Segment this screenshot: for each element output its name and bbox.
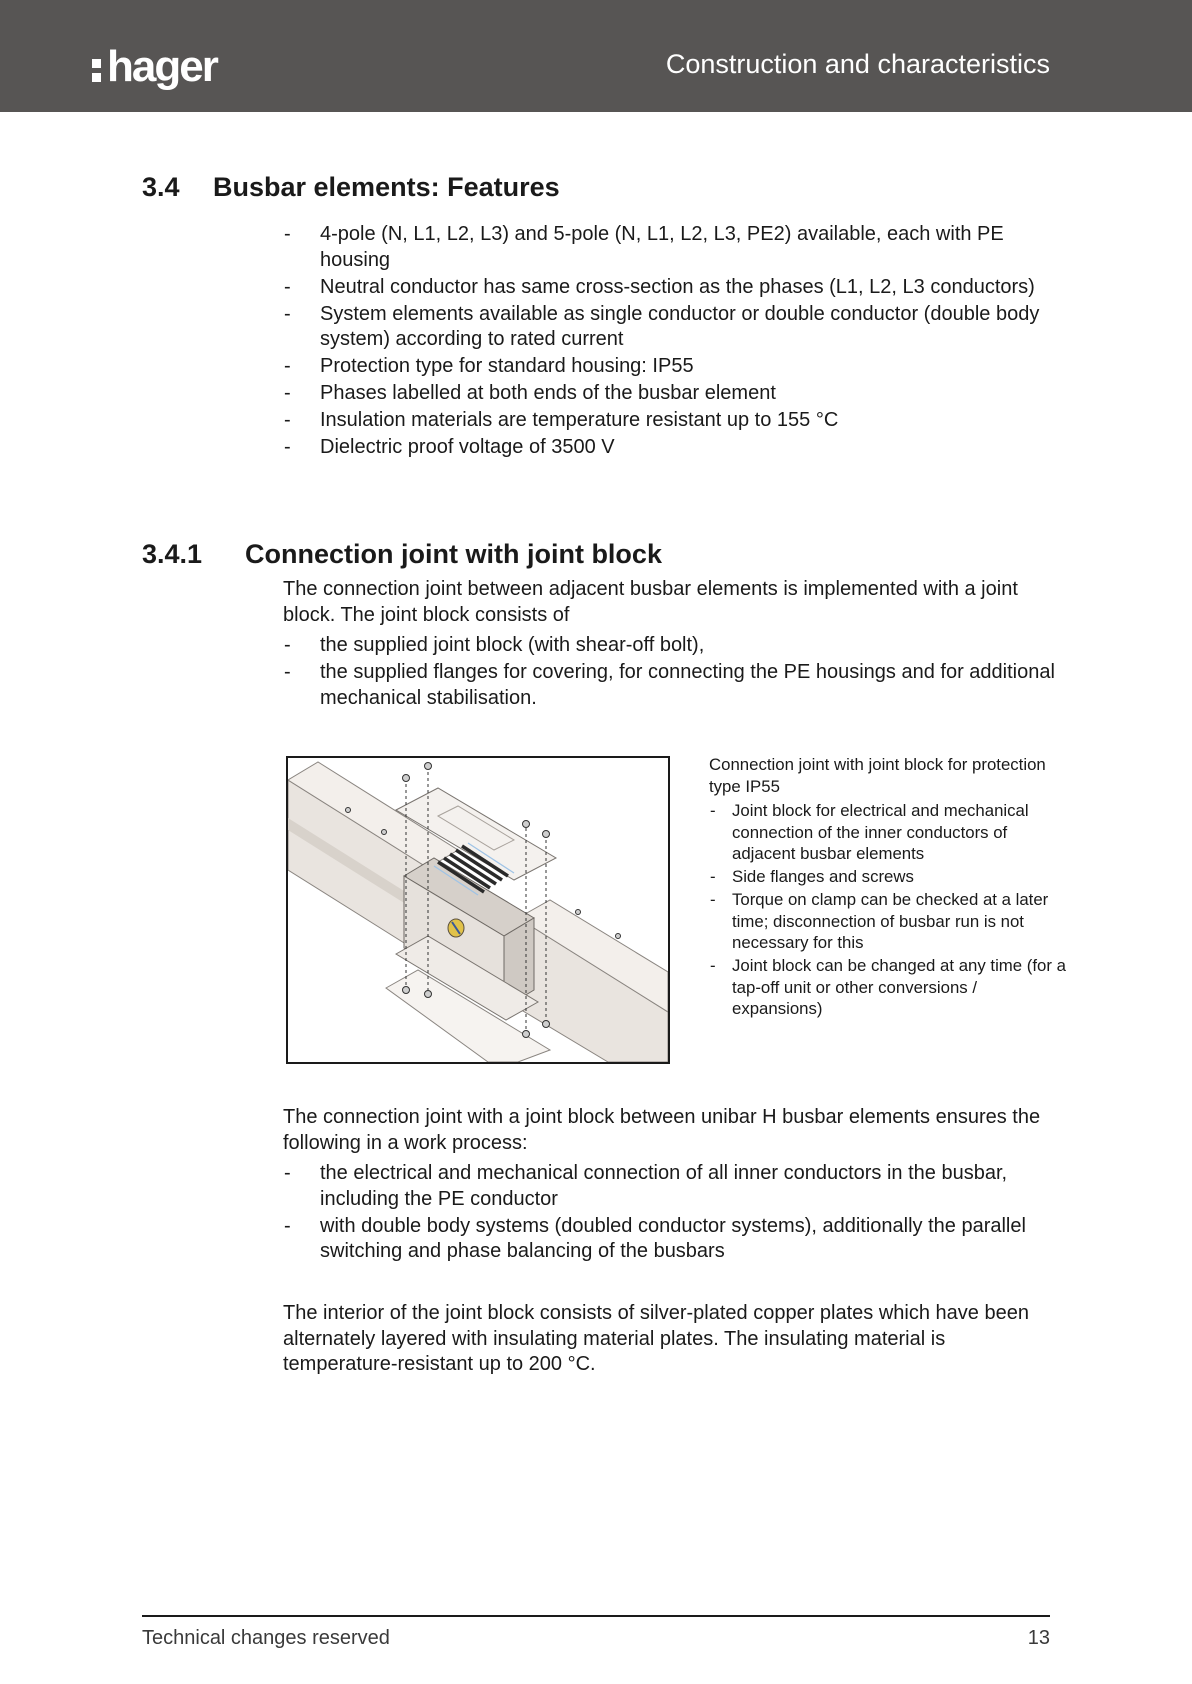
- list-item: - Insulation materials are temperature resistant up to 155 °C: [283, 408, 1063, 434]
- list-item: - System elements available as single conductor or double conductor (double body system) according to rated current: [283, 302, 1063, 353]
- list-item: - Torque on clamp can be checked at a later time; disconnection of busbar run is not necessary for this: [709, 889, 1069, 954]
- footer-divider: [142, 1615, 1050, 1617]
- list-item: - the supplied joint block (with shear-off bolt),: [283, 633, 1063, 659]
- header-title: Construction and characteristics: [665, 49, 1050, 79]
- section-number: 3.4.1: [142, 539, 203, 569]
- hager-logo: [92, 42, 217, 92]
- section-title: Connection joint with joint block: [245, 539, 662, 569]
- figure-caption: Connection joint with joint block for protection type IP55: [709, 755, 1046, 796]
- features-list: [283, 222, 1063, 462]
- joint-block-illustration: [286, 756, 670, 1064]
- logo-colon-mark: [92, 49, 102, 85]
- page-number: 13: [1027, 1627, 1050, 1649]
- section-heading-3-4-1: [142, 537, 662, 571]
- list-item: - 4-pole (N, L1, L2, L3) and 5-pole (N, L1, L2, L3, PE2) available, each with PE housing: [283, 222, 1063, 273]
- busbar-joint-drawing: [288, 758, 668, 1062]
- interior-paragraph: The interior of the joint block consists of silver-plated copper plates which have been alternately layered with insulating material plates. The insulating material is temperature-resistant up to 200 °C.: [283, 1302, 1029, 1375]
- list-item: - the electrical and mechanical connection of all inner conductors in the busbar, including the PE conductor: [283, 1161, 1063, 1212]
- list-item: - Joint block can be changed at any time (for a tap-off unit or other conversions / expansions): [709, 955, 1069, 1020]
- section-number: 3.4: [142, 172, 180, 202]
- figure-caption-list: [709, 800, 1069, 1021]
- list-item: - Neutral conductor has same cross-section as the phases (L1, L2, L3 conductors): [283, 275, 1063, 301]
- list-item: - the supplied flanges for covering, for connecting the PE housings and for additional mechanical stabilisation.: [283, 660, 1063, 711]
- list-item: - Protection type for standard housing: IP55: [283, 354, 1063, 380]
- list-item: - Joint block for electrical and mechanical connection of the inner conductors of adjacent busbar elements: [709, 800, 1069, 865]
- intro-paragraph: The connection joint between adjacent busbar elements is implemented with a joint block. The joint block consists of: [283, 578, 1018, 626]
- list-item: - Side flanges and screws: [709, 866, 1069, 888]
- joint-block-components-list: [283, 633, 1063, 713]
- section-heading-3-4: [142, 170, 560, 204]
- list-item: - Phases labelled at both ends of the busbar element: [283, 381, 1063, 407]
- page-header: [0, 0, 1192, 112]
- list-item: - Dielectric proof voltage of 3500 V: [283, 435, 1063, 461]
- logo-text: hager: [107, 42, 217, 91]
- work-process-list: [283, 1161, 1063, 1266]
- work-process-paragraph: The connection joint with a joint block between unibar H busbar elements ensures the following in a work process:: [283, 1106, 1041, 1154]
- footer-note: Technical changes reserved: [142, 1627, 390, 1649]
- list-item: - with double body systems (doubled conductor systems), additionally the parallel switching and phase balancing of the busbars: [283, 1214, 1063, 1265]
- section-title: Busbar elements: Features: [213, 172, 560, 202]
